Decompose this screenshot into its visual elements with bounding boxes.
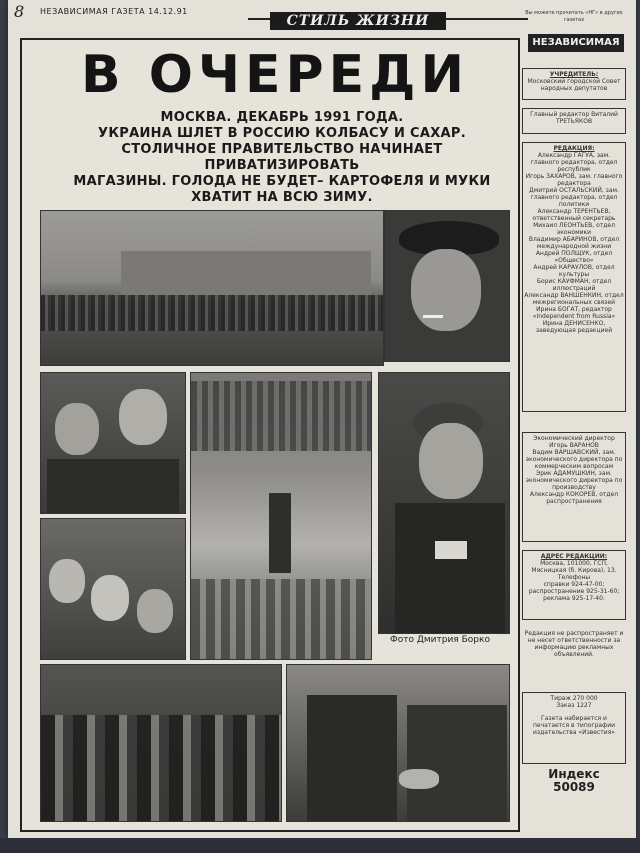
founder-text: Московский городской Совет народных депутатов xyxy=(527,78,621,92)
photo-crowd-child xyxy=(40,664,282,822)
econ-box xyxy=(522,432,626,542)
masthead: НЕЗАВИСИМАЯ ГАЗЕТА 14.12.91 xyxy=(40,7,188,16)
lead-line: СТОЛИЧНОЕ ПРАВИТЕЛЬСТВО НАЧИНАЕТ ПРИВАТИЗИРОВАТЬ xyxy=(121,142,443,173)
photo-crowd-street xyxy=(190,372,372,660)
newspaper-page xyxy=(8,0,636,838)
address-box xyxy=(522,550,626,620)
editorial-line: Дмитрий ОСТАЛЬСКИЙ, зам. главного редактора, отдел политики xyxy=(529,187,619,208)
address-line: Москва, 101000, ГСП, Мясницкая (б. Кирова), 13. xyxy=(531,560,617,574)
circulation-line: Тираж 270 000 xyxy=(550,695,598,702)
article xyxy=(20,38,520,832)
address-line: реклама 925-17-40. xyxy=(543,595,605,602)
econ-line: Александр КОКОРЕВ, отдел распространения xyxy=(529,491,619,505)
editor-text: Главный редактор Виталий ТРЕТЬЯКОВ xyxy=(530,111,618,125)
address-line: распространение 925-31-60; xyxy=(528,588,620,595)
lead-line: ХВАТИТ НА ВСЮ ЗИМУ. xyxy=(191,190,373,205)
econ-line: Эрик АДАМУШКИН, зам. экономического директора по производству xyxy=(525,470,623,491)
editorial-line: Александр ГАГУА, зам. главного редактора, отдел республик xyxy=(530,152,618,173)
lead-line: МАГАЗИНЫ. ГОЛОДА НЕ БУДЕТ– КАРТОФЕЛЯ И МУКИ xyxy=(73,174,491,189)
econ-line: Экономический директор Игорь ВАРАНОВ xyxy=(533,435,615,449)
circulation-line: Заказ 1227 xyxy=(556,702,592,709)
article-lead xyxy=(62,110,502,206)
address-title: АДРЕС РЕДАКЦИИ: xyxy=(540,553,608,560)
editor-box xyxy=(522,108,626,134)
econ-line: Вадим ВАРШАВСКИЙ, зам. экономического директора по коммерческим вопросам xyxy=(525,449,623,470)
tiny-note: Вы можете прочитать «НГ» в других газетах xyxy=(525,10,623,23)
editorial-line: Андрей КАРАУЛОВ, отдел культуры xyxy=(533,264,615,278)
editorial-line: Владимир АБАРИНОВ, отдел международной жизни xyxy=(528,236,620,250)
editorial-line: Игорь ЗАХАРОВ, зам. главного редактора xyxy=(525,173,623,187)
editorial-line: Александр ТЕРЕНТЬЕВ, ответственный секретарь xyxy=(532,208,616,222)
subscription-index xyxy=(522,768,626,794)
print-note: Газета набирается и печатается в типографии издательства «Известия» xyxy=(532,715,615,736)
index-value: 50089 xyxy=(553,780,595,794)
address-line: справки 924-47-00; xyxy=(543,581,605,588)
photo-woman-glasses xyxy=(378,372,510,634)
legal-box xyxy=(522,628,626,688)
circulation-box xyxy=(522,692,626,764)
background-surface xyxy=(0,838,640,853)
founder-title: УЧРЕДИТЕЛЬ: xyxy=(549,71,599,78)
editorial-line: Михаил ЛЕОНТЬЕВ, отдел экономики xyxy=(533,222,615,236)
photo-credit: Фото Дмитрия Борко xyxy=(390,635,490,645)
editorial-title: РЕДАКЦИЯ: xyxy=(553,145,595,152)
photo-coats-hand xyxy=(286,664,510,822)
photo-crowd-women xyxy=(40,518,186,660)
index-label: Индекс xyxy=(548,767,600,781)
editorial-line: Борис КАУФМАН, отдел иллюстраций xyxy=(536,278,612,292)
editorial-line: Ирина БОГАТ, редактор «Independent from Russia» xyxy=(532,306,616,320)
legal-text: Редакция не распространяет и не несет ответственности за информацию рекламных объявлений. xyxy=(524,630,624,658)
lead-line: УКРАИНА ШЛЕТ В РОССИЮ КОЛБАСУ И САХАР. xyxy=(98,126,466,141)
photo-two-men xyxy=(40,372,186,514)
editorial-line: Андрей ПОЛЩУК, отдел «Общество» xyxy=(535,250,613,264)
newspaper-logo: НЕЗАВИСИМАЯ xyxy=(528,34,624,52)
address-line: Телефоны xyxy=(557,574,591,581)
lead-line: МОСКВА. ДЕКАБРЬ 1991 ГОДА. xyxy=(160,110,404,125)
editorial-line: Ирина ДЕНИСЕНКО, заведующая редакцией xyxy=(535,320,613,334)
founder-box xyxy=(522,68,626,100)
page-header xyxy=(8,0,636,29)
photo-street-queue xyxy=(40,210,384,366)
editorial-box xyxy=(522,142,626,412)
photo-man-cigarette xyxy=(384,210,510,362)
section-rubric: СТИЛЬ ЖИЗНИ xyxy=(270,12,446,30)
article-title: В ОЧЕРЕДИ xyxy=(81,45,469,105)
page-number: 8 xyxy=(14,2,25,21)
editorial-line: Александр ВАНШЕНКИН, отдел межрегиональных связей xyxy=(524,292,624,306)
sidebar-imprint xyxy=(518,28,630,828)
